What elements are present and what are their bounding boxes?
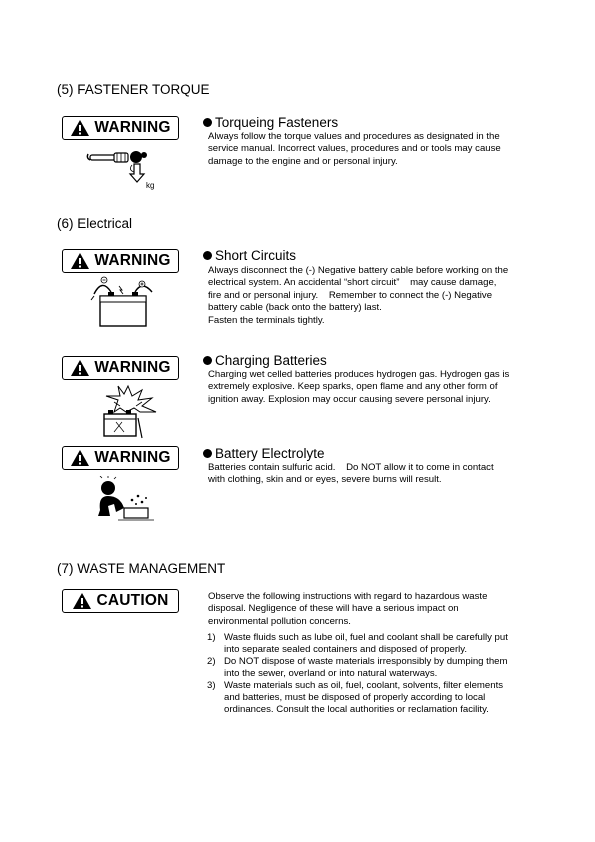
bullet-icon [203,251,212,260]
text-line: battery cable (back onto the battery) last. [208,302,382,314]
text-line: into the sewer, overland or into natural waterways. [224,667,438,679]
text-line: Do NOT dispose of waste materials irresponsibly by dumping them [224,656,508,668]
torque-wrench-icon [84,144,159,192]
battery-cable-icon [90,276,160,330]
section-heading-fastener-torque: (5) FASTENER TORQUE [57,82,210,97]
warning-label: WARNING [94,449,171,466]
waste-intro [208,591,543,628]
text-line: with clothing, skin and or eyes, severe burns will result. [208,474,442,486]
warning-triangle-icon [70,252,90,270]
item-title-torqueing-fasteners [203,115,338,130]
text-line: Fasten the terminals tightly. [208,314,325,326]
text-line: environmental pollution concerns. [208,615,351,627]
bullet-icon [203,356,212,365]
item-title-text: Charging Batteries [215,353,327,368]
text-line: Charging wet celled batteries produces hydrogen gas. Hydrogen gas is [208,369,510,380]
section-heading-waste-management: (7) WASTE MANAGEMENT [57,561,226,576]
warning-triangle-icon [70,119,90,137]
list-item-number: 2) [207,656,216,668]
text-line: service manual. Incorrect values, procedures and or tools may cause [208,143,501,155]
text-line: fire and or personal injury. Remember to connect the (-) Negative [208,289,493,301]
waste-instructions-list [207,632,547,716]
text-line: ordinances. Consult the local authorities or reclamation facility. [224,703,489,715]
item-title-short-circuits [203,248,296,263]
text-line: Always disconnect the (-) Negative battery cable before working on the [208,265,509,276]
text-line: Waste materials such as oil, fuel, coolant, solvents, filter elements [224,680,504,692]
item-title-text: Battery Electrolyte [215,446,325,461]
item-body-charging-batteries [208,369,543,406]
item-title-charging-batteries [203,353,327,368]
warning-badge [62,116,179,140]
item-body-torqueing-fasteners [208,131,543,168]
warning-triangle-icon [72,592,92,610]
text-line: Always follow the torque values and procedures as designated in the [208,131,500,142]
text-line: and batteries, must be disposed of properly according to local [224,691,486,703]
item-title-text: Short Circuits [215,248,297,263]
electrolyte-splash-icon [94,476,156,522]
text-line: extremely explosive. Keep sparks, open flame and any other form of [208,381,498,393]
item-body-battery-electrolyte [208,462,543,487]
item-body-short-circuits [208,265,543,327]
warning-triangle-icon [70,359,90,377]
item-title-text: Torqueing Fasteners [215,115,339,130]
bullet-icon [203,449,212,458]
list-item [207,680,547,715]
warning-badge [62,446,179,470]
list-item [207,632,547,655]
text-line: Observe the following instructions with regard to hazardous waste [208,591,488,602]
list-item-number: 3) [207,680,216,692]
warning-label: WARNING [94,119,171,136]
section-heading-electrical: (6) Electrical [57,216,133,231]
text-line: damage to the engine and or personal injury. [208,155,398,167]
warning-badge [62,249,179,273]
text-line: into separate sealed containers and disposed of properly. [224,643,468,655]
list-item-number: 1) [207,632,216,643]
warning-badge [62,356,179,380]
text-line: Batteries contain sulfuric acid. Do NOT allow it to come in contact [208,462,494,473]
text-line: ignition away. Explosion may occur causing severe personal injury. [208,393,491,405]
text-line: electrical system. An accidental “short circuit” may cause damage, [208,277,497,289]
text-line: disposal. Negligence of these will have a serious impact on [208,603,459,615]
item-title-battery-electrolyte [203,446,325,461]
warning-triangle-icon [70,449,90,467]
caution-label: CAUTION [96,592,169,609]
caution-badge [62,589,179,613]
text-line: Waste fluids such as lube oil, fuel and coolant shall be carefully put [224,632,508,643]
bullet-icon [203,118,212,127]
battery-explosion-icon [98,384,160,440]
list-item [207,656,547,679]
svg-text:kg: kg [146,181,155,190]
warning-label: WARNING [94,252,171,269]
warning-label: WARNING [94,359,171,376]
